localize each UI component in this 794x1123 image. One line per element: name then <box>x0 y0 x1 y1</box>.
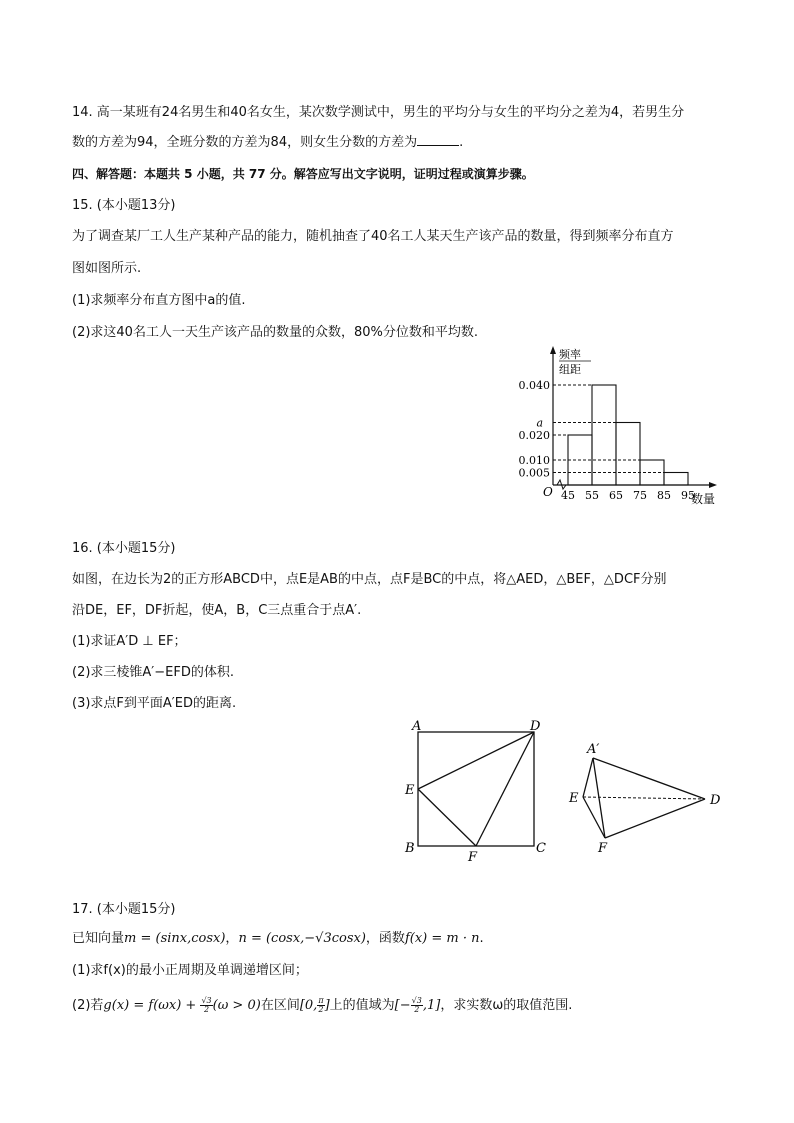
label-B: B <box>405 841 415 856</box>
q14-line2-end: . <box>459 135 464 150</box>
vector-n: n = (cosx,−√3cosx) <box>238 931 366 946</box>
q17-sep: ， <box>225 931 239 946</box>
histogram-bar <box>664 473 688 486</box>
q17-part2-pre: (2)若 <box>72 998 104 1013</box>
y-tick-label: 0.010 <box>518 454 550 467</box>
fraction-sqrt3-over-2: $\frac{√3}{2}$ <box>201 996 212 1014</box>
label-E-tetra: E <box>569 791 579 806</box>
y-tick-label: 0.005 <box>518 466 550 480</box>
q14-line1: 14. 高一某班有24名男生和40名女生，某次数学测试中，男生的平均分与女生的平均分之差为4，若男生分 <box>72 105 685 120</box>
label-D: D <box>530 719 541 734</box>
y-tick-label: 0.040 <box>518 379 550 392</box>
q16-stem2: 沿DE，EF，DF折起，使A，B，C三点重合于点A′. <box>72 603 362 618</box>
q16-part2: (2)求三棱锥A′−EFD的体积. <box>72 665 234 680</box>
q15-stem2: 图如图所示. <box>72 261 142 276</box>
y-tick-label: 0.020 <box>518 429 550 442</box>
histogram-bar <box>592 385 616 485</box>
function-f: f(x) = m · n <box>404 931 480 946</box>
vector-m: m = (sinx,cosx) <box>124 931 226 946</box>
label-F: F <box>468 850 478 865</box>
tetrahedron-figure <box>565 738 730 858</box>
y-axis-arrow <box>550 346 556 354</box>
origin-label: O <box>543 485 553 499</box>
x-tick-label: 55 <box>585 489 599 502</box>
label-A-prime: A′ <box>587 742 600 757</box>
q17-part2-end: ，求实数ω的取值范围. <box>440 998 573 1013</box>
x-tick-label: 65 <box>609 489 623 502</box>
label-E: E <box>405 783 415 798</box>
x-axis-arrow <box>709 482 717 488</box>
q14-line2-text: 数的方差为94，全班分数的方差为84，则女生分数的方差为 <box>72 135 418 150</box>
q17-part2 <box>72 995 572 1017</box>
q15-part1: (1)求频率分布直方图中a的值. <box>72 293 246 308</box>
label-C: C <box>536 841 546 856</box>
q17-stem-end: . <box>479 931 484 946</box>
q17-stem <box>72 930 484 948</box>
q17-fn-pre: ，函数 <box>365 931 405 946</box>
q16-part1: (1)求证A′D ⊥ EF； <box>72 634 187 649</box>
q17-part1: (1)求f(x)的最小正周期及单调递增区间； <box>72 963 308 978</box>
ylabel-top: 频率 <box>559 348 581 361</box>
q15-part2: (2)求这40名工人一天生产该产品的数量的众数，80%分位数和平均数. <box>72 325 478 340</box>
fraction-pi-over-2: $\frac{\pi}{2}$ <box>318 996 324 1014</box>
label-A: A <box>412 719 422 734</box>
range-open: [− <box>394 998 411 1013</box>
ylabel-bottom: 组距 <box>559 363 581 376</box>
interval-open: [0, <box>299 998 318 1013</box>
histogram-bar <box>616 423 640 486</box>
xlabel: 数量 <box>691 492 716 506</box>
omega-condition: (ω > 0) <box>212 998 261 1013</box>
q15-stem1: 为了调查某厂工人生产某种产品的能力，随机抽查了40名工人某天生产该产品的数量，得到频率分布直方 <box>72 229 674 244</box>
q15-header: 15. (本小题13分) <box>72 198 176 213</box>
function-g: g(x) = f(ωx) + <box>103 998 197 1013</box>
section4-heading: 四、解答题：本题共 5 小题，共 77 分。解答应写出文字说明，证明过程或演算步骤。 <box>72 167 534 181</box>
y-tick-label: a <box>536 416 543 430</box>
fraction-neg-sqrt3-over-2: $\frac{√3}{2}$ <box>411 996 422 1014</box>
q17-stem-pre: 已知向量 <box>72 931 125 946</box>
frequency-histogram <box>505 340 730 510</box>
q14-line2 <box>72 133 463 152</box>
q16-part3: (3)求点F到平面A′ED的距离. <box>72 696 237 711</box>
q17-header: 17. (本小题15分) <box>72 902 176 917</box>
square-figure <box>400 712 560 867</box>
q16-header: 16. (本小题15分) <box>72 541 176 556</box>
q16-stem1: 如图，在边长为2的正方形ABCD中，点E是AB的中点，点F是BC的中点，将△AED，△BEF，△DCF分别 <box>72 572 667 587</box>
x-tick-label: 75 <box>633 489 647 502</box>
interval-close: ] <box>324 998 330 1013</box>
x-tick-label: 85 <box>657 489 671 502</box>
x-tick-label: 45 <box>561 489 575 502</box>
range-close: ,1] <box>422 998 441 1013</box>
x-tick-label: 95 <box>681 489 695 502</box>
q17-range-text: 上的值域为 <box>329 998 395 1013</box>
label-D-tetra: D <box>710 793 721 808</box>
answer-blank <box>417 133 459 146</box>
label-F-tetra: F <box>598 841 608 856</box>
q17-part2-mid: 在区间 <box>260 998 300 1013</box>
